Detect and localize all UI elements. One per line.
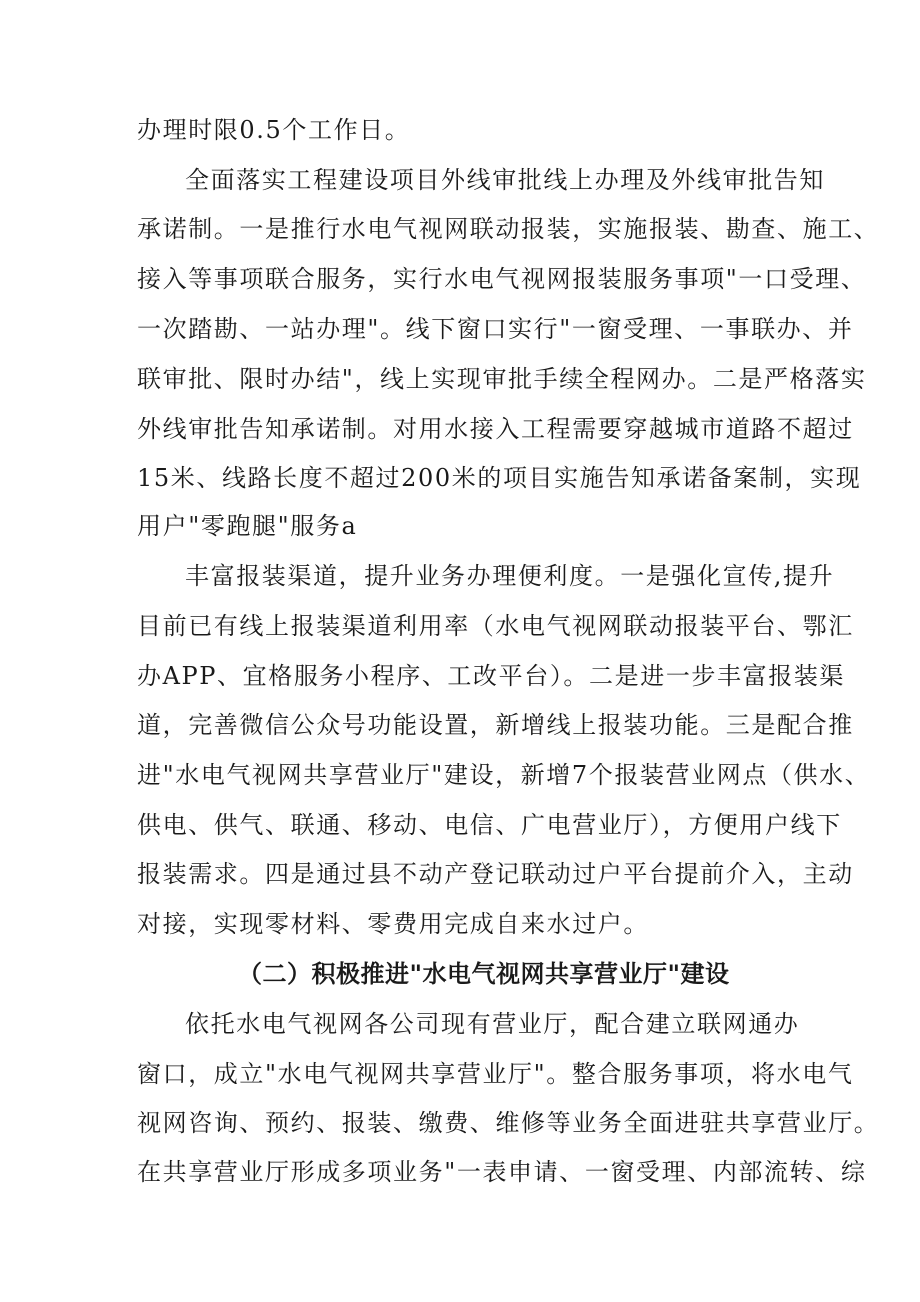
paragraph-start-line: 依托水电气视网各公司现有营业厅，配合建立联网通办: [185, 1010, 800, 1038]
text-line: 外线审批告知承诺制。对用水接入工程需要穿越城市道路不超过: [137, 415, 854, 443]
text-line: 联审批、限时办结"，线上实现审批手续全程网办。二是严格落实: [137, 365, 867, 393]
text-line: 办APP、宜格服务小程序、工改平台）。二是进一步丰富报装渠: [137, 662, 846, 690]
text-line: 道，完善微信公众号功能设置，新增线上报装功能。三是配合推: [137, 711, 854, 739]
text-line: 一次踏勘、一站办理"。线下窗口实行"一窗受理、一事联办、并: [137, 315, 854, 343]
text-line: 窗口，成立"水电气视网共享营业厅"。整合服务事项，将水电气: [137, 1060, 854, 1088]
text-line: 视网咨询、预约、报装、缴费、维修等业务全面进驻共享营业厅。: [137, 1109, 880, 1137]
text-line: 目前已有线上报装渠道利用率（水电气视网联动报装平台、鄂汇: [137, 612, 854, 640]
section-heading: （二）积极推进"水电气视网共享营业厅"建设: [238, 960, 730, 988]
text-line: 接入等事项联合服务，实行水电气视网报装服务事项"一口受理、: [137, 265, 867, 293]
text-line: 15米、线路长度不超过200米的项目实施告知承诺备案制，实现: [137, 464, 862, 492]
text-line: 在共享营业厅形成多项业务"一表申请、一窗受理、内部流转、综: [137, 1158, 867, 1186]
text-line: 供电、供气、联通、移动、电信、广电营业厅），方便用户线下: [137, 811, 842, 839]
text-line: 办理时限0.5个工作日。: [137, 116, 411, 144]
text-line: 对接，实现零材料、零费用完成自来水过户。: [137, 910, 649, 938]
text-line: 用户"零跑腿"服务a: [137, 512, 358, 540]
text-line: 承诺制。一是推行水电气视网联动报装，实施报装、勘查、施工、: [137, 215, 880, 243]
paragraph-start-line: 丰富报装渠道，提升业务办理便利度。一是强化宣传,提升: [185, 562, 835, 590]
paragraph-start-line: 全面落实工程建设项目外线审批线上办理及外线审批告知: [185, 166, 825, 194]
text-line: 进"水电气视网共享营业厅"建设，新增7个报装营业网点（供水、: [137, 761, 871, 789]
text-line: 报装需求。四是通过县不动产登记联动过户平台提前介入，主动: [137, 860, 854, 888]
